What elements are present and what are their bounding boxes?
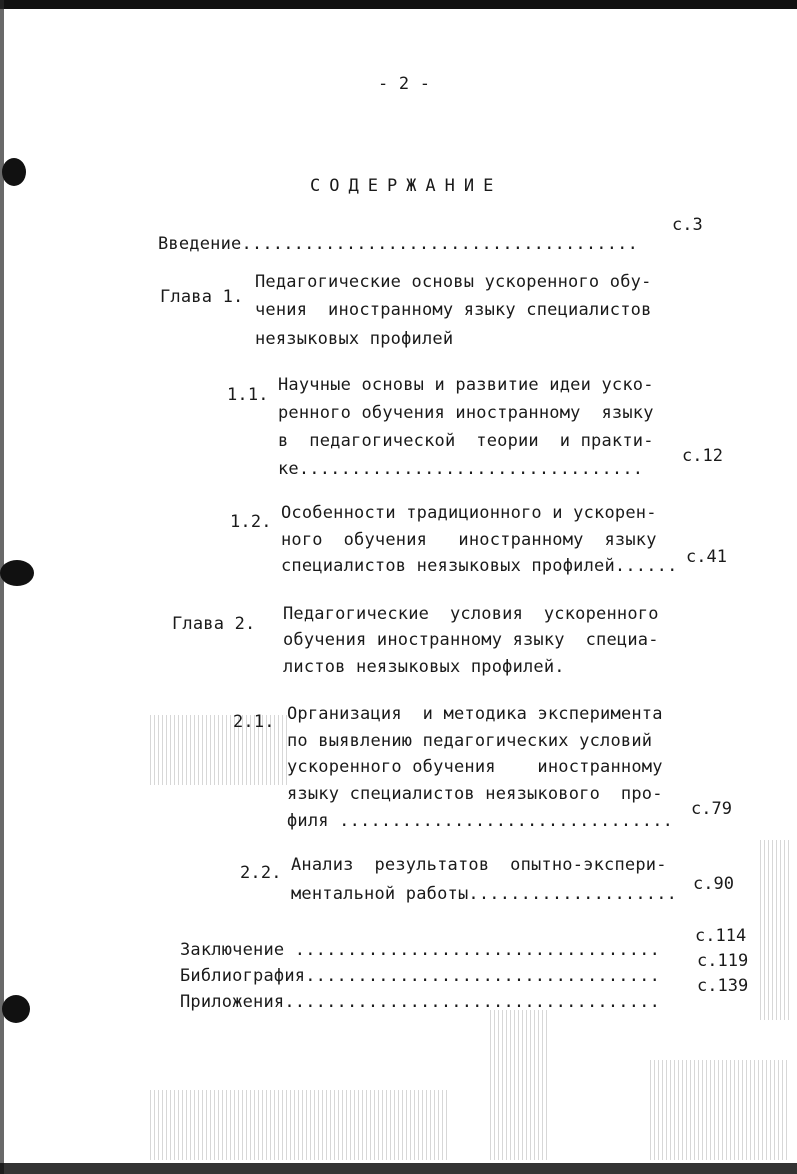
toc-chapter-title-line: листов неязыковых профилей. (283, 657, 565, 677)
toc-chapter-title-line: обучения иностранному языку специа- (283, 630, 659, 650)
toc-section-title-line: специалистов неязыковых профилей...... (281, 556, 678, 576)
toc-page-2-1: с.79 (691, 799, 732, 819)
toc-page-conclusion: с.114 (695, 926, 747, 946)
toc-chapter-number: Глава 2. (172, 614, 256, 634)
toc-entry-bibliography: Библиография.................................. (180, 966, 661, 986)
scan-hole-mark (2, 995, 30, 1023)
toc-section-title-line: ускоренного обучения иностранному (287, 757, 663, 777)
toc-chapter-title-line: неязыковых профилей (255, 329, 454, 349)
toc-entry-appendices: Приложения.................................... (180, 992, 661, 1012)
toc-page-introduction: с.3 (672, 215, 703, 235)
toc-section-number: 1.2. (230, 512, 272, 532)
toc-section-title-line: Анализ результатов опытно-экспери- (291, 855, 667, 875)
toc-section-title-line: Организация и методика эксперимента (287, 704, 663, 724)
toc-chapter-number: Глава 1. (160, 287, 244, 307)
scan-noise (760, 840, 790, 1020)
toc-section-title-line: ного обучения иностранному языку (281, 530, 657, 550)
scan-hole-mark (2, 158, 26, 186)
scan-bottom-border (0, 1163, 797, 1174)
toc-section-title-line: по выявлению педагогических условий (287, 731, 653, 751)
toc-chapter-title-line: Педагогические основы ускоренного обу- (255, 272, 652, 292)
toc-entry-introduction: Введение...................................... (158, 234, 639, 254)
toc-section-number: 2.1. (233, 712, 275, 732)
toc-section-title-line: в педагогической теории и практи- (278, 431, 654, 451)
toc-section-title-line: филя ................................ (287, 811, 674, 831)
toc-page-appendices: с.139 (697, 976, 749, 996)
toc-page-1-2: с.41 (686, 547, 727, 567)
scan-noise (150, 1090, 450, 1160)
scan-hole-mark (0, 560, 34, 586)
toc-section-title-line: ке................................. (278, 459, 644, 479)
toc-section-title-line: Особенности традиционного и ускорен- (281, 503, 657, 523)
toc-chapter-title-line: чения иностранному языку специалистов (255, 300, 652, 320)
toc-section-title-line: Научные основы и развитие идеи уско- (278, 375, 654, 395)
page-title: СОДЕРЖАНИЕ (310, 176, 503, 196)
scan-noise (490, 1010, 550, 1160)
scan-noise (650, 1060, 790, 1160)
page-number: - 2 - (378, 74, 431, 94)
toc-page-bibliography: с.119 (697, 951, 749, 971)
toc-section-number: 2.2. (240, 863, 282, 883)
toc-chapter-title-line: Педагогические условия ускоренного (283, 604, 659, 624)
toc-page-1-1: с.12 (682, 446, 723, 466)
toc-section-number: 1.1. (227, 385, 269, 405)
toc-entry-conclusion: Заключение ................................... (180, 940, 661, 960)
toc-section-title-line: ренного обучения иностранному языку (278, 403, 654, 423)
scan-top-border (0, 0, 797, 9)
toc-section-title-line: ментальной работы.................... (291, 884, 678, 904)
toc-page-2-2: с.90 (693, 874, 734, 894)
toc-section-title-line: языку специалистов неязыкового про- (287, 784, 663, 804)
